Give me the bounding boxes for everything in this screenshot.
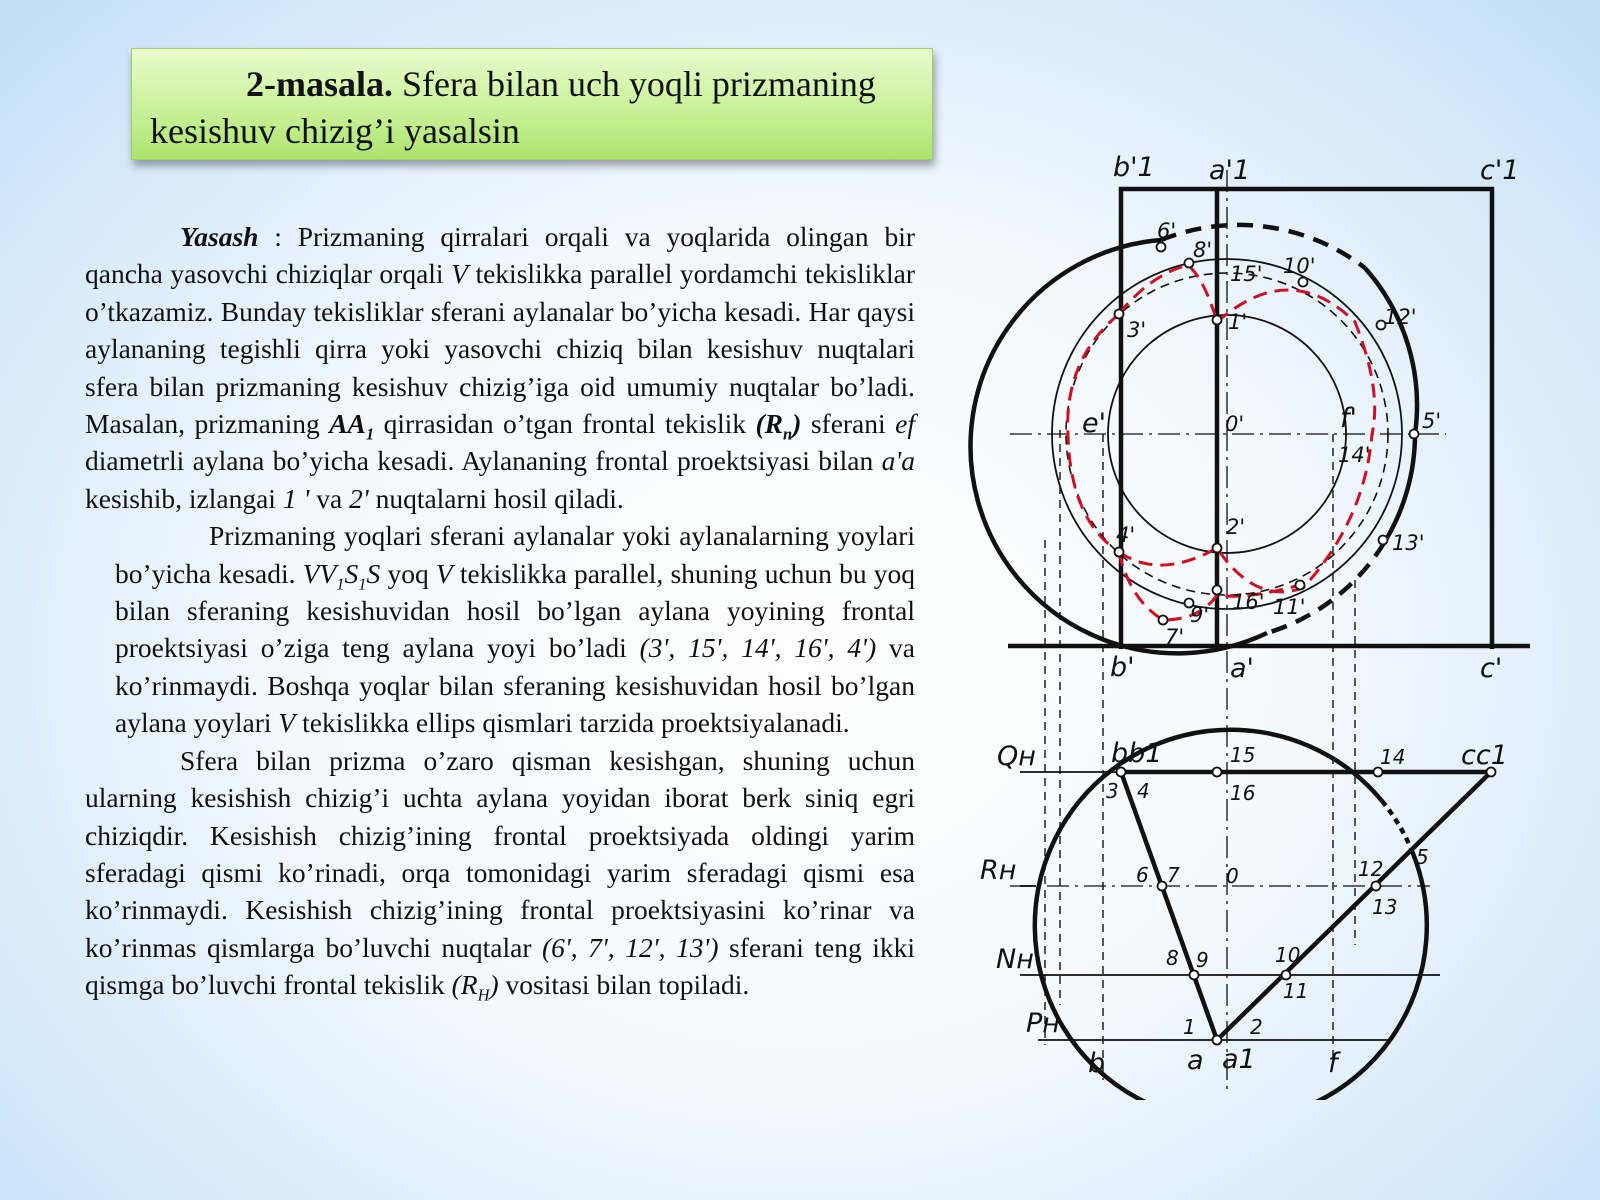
label-10-prime: 10': [1283, 254, 1316, 278]
curve-1-10-12-13-2: [1217, 290, 1375, 592]
label-a-prime: a': [1230, 653, 1254, 684]
label-b-prime: b': [1110, 652, 1135, 683]
label-8: 8: [1166, 946, 1179, 970]
label-8-prime: 8': [1193, 238, 1213, 262]
label-11-prime: 11': [1273, 595, 1306, 619]
label-7: 7: [1167, 863, 1180, 887]
label-2: 2: [1250, 1015, 1263, 1039]
construction-diagram: [960, 140, 1560, 1100]
label-b: b: [1088, 1048, 1106, 1079]
label-4-prime: 4': [1116, 523, 1136, 547]
label-5: 5: [1416, 845, 1429, 869]
front-view: [971, 170, 1530, 1095]
label-16-prime: 16': [1232, 590, 1265, 614]
label-P-plane: Pн: [1026, 1008, 1060, 1039]
label-e-prime: e': [1082, 408, 1107, 439]
label-16: 16: [1230, 781, 1256, 805]
label-a1: a1: [1222, 1044, 1256, 1075]
plan-labels: [980, 738, 1508, 1079]
title-bold: 2-masala.: [246, 64, 393, 104]
label-0: 0: [1226, 864, 1239, 888]
label-13-prime: 13': [1392, 531, 1425, 555]
label-Q-plane: Qн: [997, 741, 1036, 772]
sphere-outline-hidden-bottom: [1267, 543, 1384, 633]
paragraph-1: Yasash : Prizmaning qirralari orqali va yoqlarida olingan bir qancha yasovchi chiziqlar orqali V tekislikka parallel yordamchi tekisliklar o’tkazamiz. Bunday tekisliklar sferani aylanalar bo’yicha kesadi. Har qaysi aylananing tegishli qirra yoki yasovchi chiziq bilan kesishuv nuqtalari sfera bilan prizmaning kesishuv chizig’iga oid umumiy nuqtalar bo’ladi. Masalan, prizmaning $AA_1$ qirrasidan o’tgan frontal tekislik $(R_n)$ sferani ef diametrli aylana bo’yicha kesadi. Aylananing frontal proektsiyasi bilan a'a kesishib, izlangai 1 ' va 2' nuqtalarni hosil qiladi.: [85, 221, 915, 514]
label-14-prime: 14': [1338, 443, 1371, 467]
label-f: f: [1328, 1048, 1338, 1079]
label-5-prime: 5': [1422, 409, 1442, 433]
label-12-prime: 12': [1384, 305, 1417, 329]
label-c-prime: c': [1480, 653, 1503, 684]
label-7-prime: 7': [1165, 625, 1185, 649]
projection-links: [1045, 430, 1355, 1080]
label-15-prime: 15': [1230, 262, 1263, 286]
label-R-plane: Rн: [980, 855, 1017, 886]
label-6-prime: 6': [1157, 219, 1177, 243]
label-11: 11: [1283, 979, 1309, 1003]
title-box: [131, 48, 933, 160]
label-1: 1: [1183, 1015, 1196, 1039]
label-c1-prime: c'1: [1480, 155, 1520, 186]
label-N-plane: Nн: [996, 944, 1034, 975]
title-line-1: [150, 61, 916, 108]
label-9-prime: 9': [1190, 603, 1210, 627]
label-9: 9: [1196, 948, 1209, 972]
paragraph-2: Prizmaning yoqlari sferani aylanalar yoki aylanalarning yoylari bo’yicha kesadi. $VV_1S_1S$ yoq V tekislikka parallel, shuning uchun bu yoq bilan sferaning kesishuvidan hosil bo’lgan aylana yoyining frontal proektsiyasi o’ziga teng aylana yoyi bo’ladi (3', 15', 14', 16', 4') va ko’rinmaydi. Boshqa yoqlar bilan sferaning kesishuvidan hosil bo’lgan aylana yoylari V tekislikka ellips qismlari tarzida proektsiyalanadi.: [115, 520, 916, 739]
label-2-prime: 2': [1226, 515, 1246, 539]
label-3: 3: [1106, 779, 1119, 803]
label-12: 12: [1358, 857, 1384, 881]
label-bb1: bb1: [1111, 738, 1163, 769]
label-0-prime: 0': [1225, 412, 1245, 436]
label-14: 14: [1380, 745, 1406, 769]
label-15: 15: [1230, 743, 1256, 767]
label-b1-prime: b'1: [1113, 152, 1155, 183]
label-a1-prime: a'1: [1209, 155, 1251, 186]
label-1-prime: 1': [1228, 310, 1248, 334]
label-f-prime: f': [1340, 403, 1357, 434]
text-area: [85, 218, 915, 1004]
plan-sphere-hidden-part: [1382, 801, 1412, 851]
title-line-2: kesishuv chizig’i yasalsin: [150, 111, 520, 151]
label-6: 6: [1136, 863, 1149, 887]
label-13: 13: [1372, 895, 1398, 919]
label-3-prime: 3': [1127, 318, 1147, 342]
front-labels: [1082, 152, 1519, 684]
label-10: 10: [1275, 943, 1301, 967]
label-cc1: cc1: [1461, 740, 1508, 771]
label-4: 4: [1137, 779, 1150, 803]
paragraph-3: Sfera bilan prizma o’zaro qisman kesishgan, shuning uchun ularning kesishish chizig’i uchta aylana yoyidan iborat berk siniq egri chiziqdir. Kesishish chizig’ining frontal proektsiyada oldingi yarim sferadagi qismi ko’rinadi, orqa tomonidagi yarim sferadagi qismi esa ko’rinmaydi. Kesishish chizig’ining frontal proektsiyasini ko’rinar va ko’rinmas qismlarga bo’luvchi nuqtalar (6', 7', 12', 13') sferani teng ikki qismga bo’luvchi frontal tekislik $(R_H)$ vositasi bilan topiladi.: [85, 744, 915, 1005]
lead-word: Yasash: [180, 221, 259, 252]
curve-3-8-1: [1119, 265, 1217, 322]
label-a: a: [1187, 1045, 1204, 1076]
title-rest: Sfera bilan uch yoqli prizmaning: [393, 64, 876, 104]
